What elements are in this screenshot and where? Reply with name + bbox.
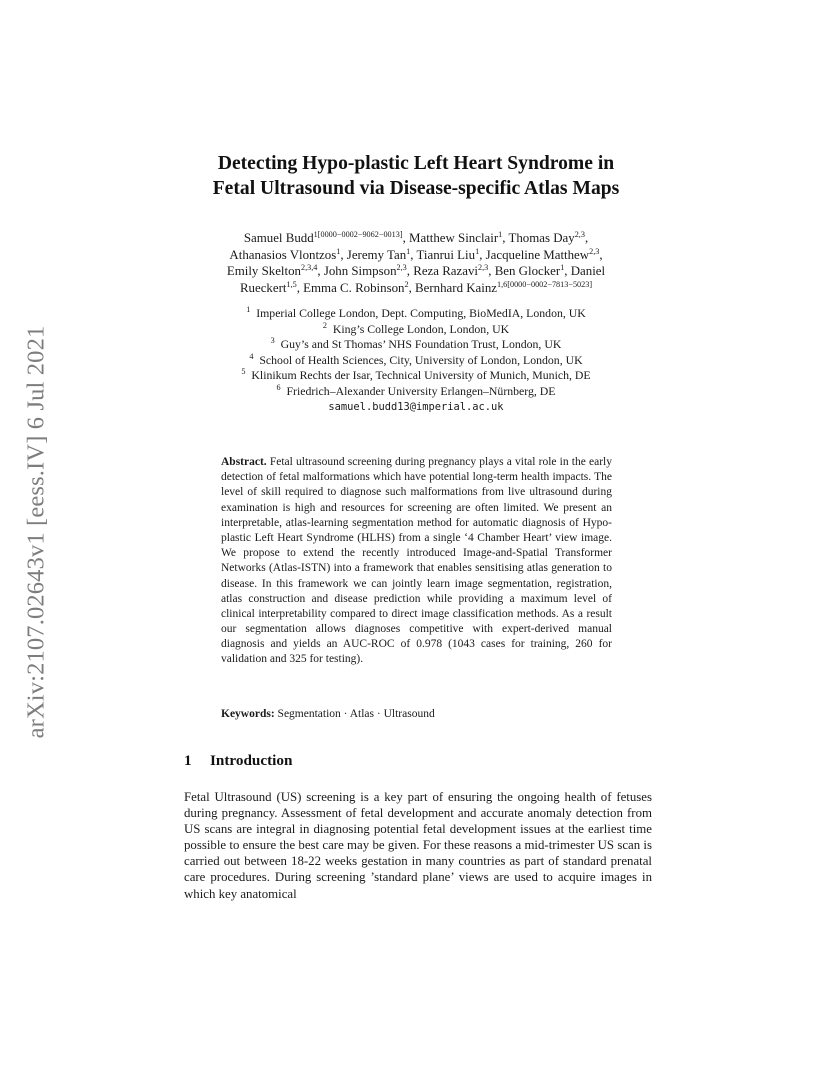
abstract-text: Fetal ultrasound screening during pregnancy plays a vital role in the early detection of fetal malformations which have potential long-term health impacts. The level of skill required to diagnose such malformations from live ultrasound during examination is high and resources for screening are often limited. We present an interpretable, atlas-learning segmentation method for automatic diagnosis of Hypo-plastic Left Heart Syndrome (HLHS) from a single ‘4 Chamber Heart’ view image. We propose to extend the recently introduced Image-and-Spatial Transformer Networks (Atlas-ISTN) into a framework that enables sensitising atlas generation to disease. In this framework we can jointly learn image segmentation, registration, atlas construction and disease prediction while providing a maximum level of clinical interpretability compared to direct image classification methods. As a result our segmentation allows diagnoses competitive with expert-derived manual diagnosis and yields an AUC-ROC of 0.978 (1043 cases for training, 260 for validation and 325 for testing). bbox=[221, 456, 613, 666]
author-name: Reza Razavi bbox=[413, 264, 478, 279]
affiliation-line bbox=[184, 322, 648, 338]
author-name: Tianrui Liu bbox=[416, 247, 476, 262]
author-name: Rueckert bbox=[239, 280, 287, 295]
author-name: Matthew Sinclair bbox=[409, 231, 499, 245]
affiliation-number: 5 bbox=[241, 367, 246, 377]
author-name: John Simpson bbox=[323, 264, 397, 279]
abstract-label: Abstract. bbox=[221, 456, 267, 468]
author-superscript: 1,5 bbox=[286, 279, 297, 289]
keywords-text: Segmentation · Atlas · Ultrasound bbox=[277, 708, 435, 720]
abstract bbox=[221, 455, 612, 668]
author-superscript: 1 bbox=[336, 246, 341, 256]
section-title: Introduction bbox=[210, 752, 293, 769]
arxiv-identifier-stamp bbox=[16, 302, 56, 762]
affiliation-text: King’s College London, London, UK bbox=[332, 321, 510, 336]
author-superscript: 2,3 bbox=[574, 230, 585, 239]
author-superscript: 2,3 bbox=[478, 263, 489, 273]
author-superscript: 1 bbox=[560, 263, 565, 273]
author-name: Samuel Budd bbox=[243, 231, 314, 245]
affiliation-number: 2 bbox=[322, 320, 327, 330]
paper-title bbox=[160, 151, 672, 201]
author-name: Jeremy Tan bbox=[346, 247, 407, 262]
affiliation-line bbox=[184, 384, 648, 400]
affiliation-line bbox=[184, 306, 648, 322]
affiliation-text: School of Health Sciences, City, University of London, London, UK bbox=[259, 352, 583, 367]
author-name: Bernhard Kainz bbox=[415, 280, 498, 295]
keywords-label: Keywords: bbox=[221, 708, 275, 720]
author-superscript: 1 bbox=[475, 246, 480, 256]
author-name: Athanasios Vlontzos bbox=[229, 247, 337, 262]
affiliation-number: 6 bbox=[276, 382, 281, 392]
affiliation-number: 1 bbox=[246, 305, 251, 314]
affiliation-list bbox=[184, 306, 648, 415]
author-name: Thomas Day bbox=[508, 231, 575, 245]
affiliation-text: Guy’s and St Thomas’ NHS Foundation Trust, London, UK bbox=[280, 337, 562, 352]
author-name: Jacqueline Matthew bbox=[485, 247, 590, 262]
author-superscript: 2 bbox=[404, 279, 409, 289]
affiliation-number: 3 bbox=[270, 336, 275, 346]
section-heading bbox=[184, 751, 292, 771]
arxiv-identifier-text: arXiv:2107.02643v1 [eess.IV] 6 Jul 2021 bbox=[22, 325, 49, 739]
author-superscript: 2,3 bbox=[589, 246, 600, 256]
author-name: Daniel bbox=[570, 264, 606, 279]
introduction-paragraph: Fetal Ultrasound (US) screening is a key part of ensuring the ongoing health of fetuses during pregnancy. Assessment of fetal development and accurate anomaly detection from US scans are integral in diagnosing potential fetal development issues at the earliest time possible to ensure the best care may be given. For these reasons a mid-trimester US scan is carried out between 18-22 weeks gestation in many countries as part of standard prenatal care procedures. During screening ’standard plane’ views are used to acquire images in which key anatomical bbox=[184, 790, 652, 901]
author-superscript: 1,6[0000−0002−7813−5023] bbox=[497, 279, 593, 289]
author-superscript: 1[0000−0002−9062−0013] bbox=[313, 230, 403, 239]
affiliation-text: Imperial College London, Dept. Computing, BioMedIA, London, UK bbox=[256, 306, 586, 320]
affiliation-text: Friedrich–Alexander University Erlangen–Nürnberg, DE bbox=[286, 383, 556, 398]
title-line-2: Fetal Ultrasound via Disease-specific Atlas Maps bbox=[212, 178, 620, 199]
author-name: Emma C. Robinson bbox=[303, 280, 405, 295]
section-number: 1 bbox=[184, 752, 192, 769]
affiliation-line bbox=[184, 368, 648, 384]
author-name: Emily Skelton bbox=[226, 264, 301, 279]
title-line-1: Detecting Hypo-plastic Left Heart Syndrome in bbox=[217, 153, 615, 174]
author-name: Ben Glocker bbox=[494, 264, 561, 279]
author-superscript: 2,3 bbox=[396, 263, 407, 273]
author-list: Samuel Budd$^{1[0000-0002-9062-0013]}$, Matthew Sinclair$^1$, Thomas Day$^{2,3}$, Athanasios Vlontzos$^1$, Jeremy Tan$^1$, Tianrui Liu$^1$, Jacqueline Matthew$^{2,3}$, Emily Skelton$^{2,3,4}$, John Simpson$^{2,3}$, Reza Razavi$^{2,3}$, Ben Glocker$^1$, Daniel Rueckert$^{1,5}$, Emma C. Robinson$^2$, Bernhard Kainz$^{1,6[0000-0002-7813-5023]}$ bbox=[226, 230, 606, 295]
author-superscript: 1 bbox=[498, 230, 503, 239]
author-superscript: 1 bbox=[406, 246, 411, 256]
affiliation-line bbox=[184, 337, 648, 353]
affiliation-line bbox=[184, 353, 648, 369]
keywords bbox=[221, 707, 612, 722]
affiliation-number: 4 bbox=[249, 351, 254, 361]
author-superscript: 2,3,4 bbox=[300, 263, 318, 273]
author-email: samuel.budd13@imperial.ac.uk bbox=[328, 400, 504, 413]
affiliation-text: Klinikum Rechts der Isar, Technical University of Munich, Munich, DE bbox=[251, 368, 591, 383]
